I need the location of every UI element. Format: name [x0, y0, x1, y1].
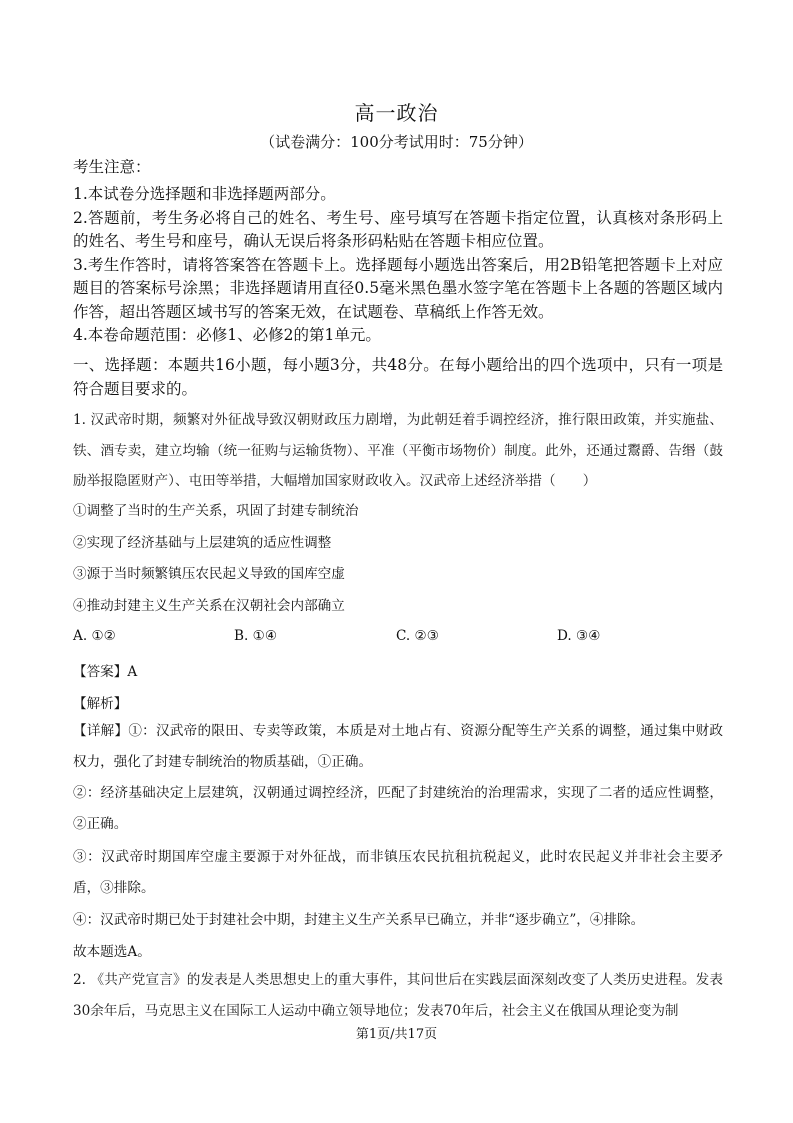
- question-1-answer: 【答案】A: [73, 664, 138, 680]
- notice-item-2: 2.答题前，考生务必将自己的姓名、考生号、座号填写在答题卡指定位置，认真核对条形码上的姓名、考生号和座号，确认无误后将条形码粘贴在答题卡相应位置。: [73, 208, 723, 250]
- page-title: 高一政治: [354, 101, 439, 125]
- notice-item-3: 3.考生作答时，请将答案答在答题卡上。选择题每小题选出答案后，用2B铅笔把答题卡上对应题目的答案标号涂黑；非选择题请用直径0.5毫米黑色墨水签字笔在答题卡上各题的答题区域内作答，超出答题区域书写的答案无效，在试题卷、草稿纸上作答无效。: [73, 255, 723, 321]
- question-1-conclusion: 故本题选A。: [73, 944, 151, 960]
- notice-item-4: 4.本卷命题范围：必修1、必修2的第1单元。: [73, 326, 381, 344]
- question-1-statement-4: ④推动封建主义生产关系在汉朝社会内部确立: [73, 598, 345, 614]
- question-1-detail-1: 【详解】①：汉武帝的限田、专卖等政策，本质是对土地占有、资源分配等生产关系的调整，通过集中财政权力，强化了封建专制统治的物质基础，①正确。: [73, 723, 723, 770]
- question-1-detail-4: ④：汉武帝时期已处于封建社会中期，封建主义生产关系早已确立，并非“逐步确立”，④排除。: [73, 912, 645, 928]
- notice-list: [73, 183, 723, 348]
- section-heading: 一、选择题：本题共16小题，每小题3分，共48分。在每小题给出的四个选项中，只有一项是符合题目要求的。: [73, 356, 723, 398]
- notice-heading: [73, 156, 723, 180]
- question-1-detail-2: ②：经济基础决定上层建筑，汉朝通过调控经济，匹配了封建统治的治理需求，实现了二者的适应性调整，②正确。: [73, 785, 723, 832]
- question-1-analysis-label: 【解析】: [73, 696, 128, 712]
- choice-a: A. ①②: [73, 628, 116, 644]
- question-1-choices: [73, 628, 723, 648]
- question-2-stem: 2. 《共产党宣言》的发表是人类思想史上的重大事件，其问世后在实践层面深刻改变了人类历史进程。发表30余年后，马克思主义在国际工人运动中确立领导地位；发表70年后，社会主义在俄国从理论变为制: [73, 972, 723, 1019]
- question-1-statement-1: ①调整了当时的生产关系，巩固了封建专制统治: [73, 503, 359, 519]
- question-1-stem: 1. 汉武帝时期，频繁对外征战导致汉朝财政压力剧增，为此朝廷着手调控经济，推行限田政策，并实施盐、铁、酒专卖，建立均输（统一征购与运输货物）、平准（平衡市场物价）制度。此外，还通过鬻爵、告缗（鼓励举报隐匿财产）、屯田等举措，大幅增加国家财政收入。汉武帝上述经济举措（ ）: [73, 412, 723, 489]
- notice-item-1: 1.本试卷分选择题和非选择题两部分。: [73, 185, 336, 203]
- choice-b: B. ①④: [234, 628, 278, 644]
- question-1-statement-3: ③源于当时频繁镇压农民起义导致的国库空虚: [73, 566, 345, 582]
- notice-heading-text: 考生注意：: [73, 158, 151, 176]
- question-1-statement-2: ②实现了经济基础与上层建筑的适应性调整: [73, 535, 332, 551]
- choice-d: D. ③④: [557, 628, 601, 644]
- question-1-detail-3: ③：汉武帝时期国库空虚主要源于对外征战，而非镇压农民抗租抗税起义，此时农民起义并非社会主要矛盾，③排除。: [73, 849, 723, 896]
- page-footer: 第1页/共17页: [355, 1027, 438, 1042]
- choice-c: C. ②③: [396, 628, 439, 644]
- exam-info-subtitle: （试卷满分：100分考试用时：75分钟）: [260, 133, 533, 151]
